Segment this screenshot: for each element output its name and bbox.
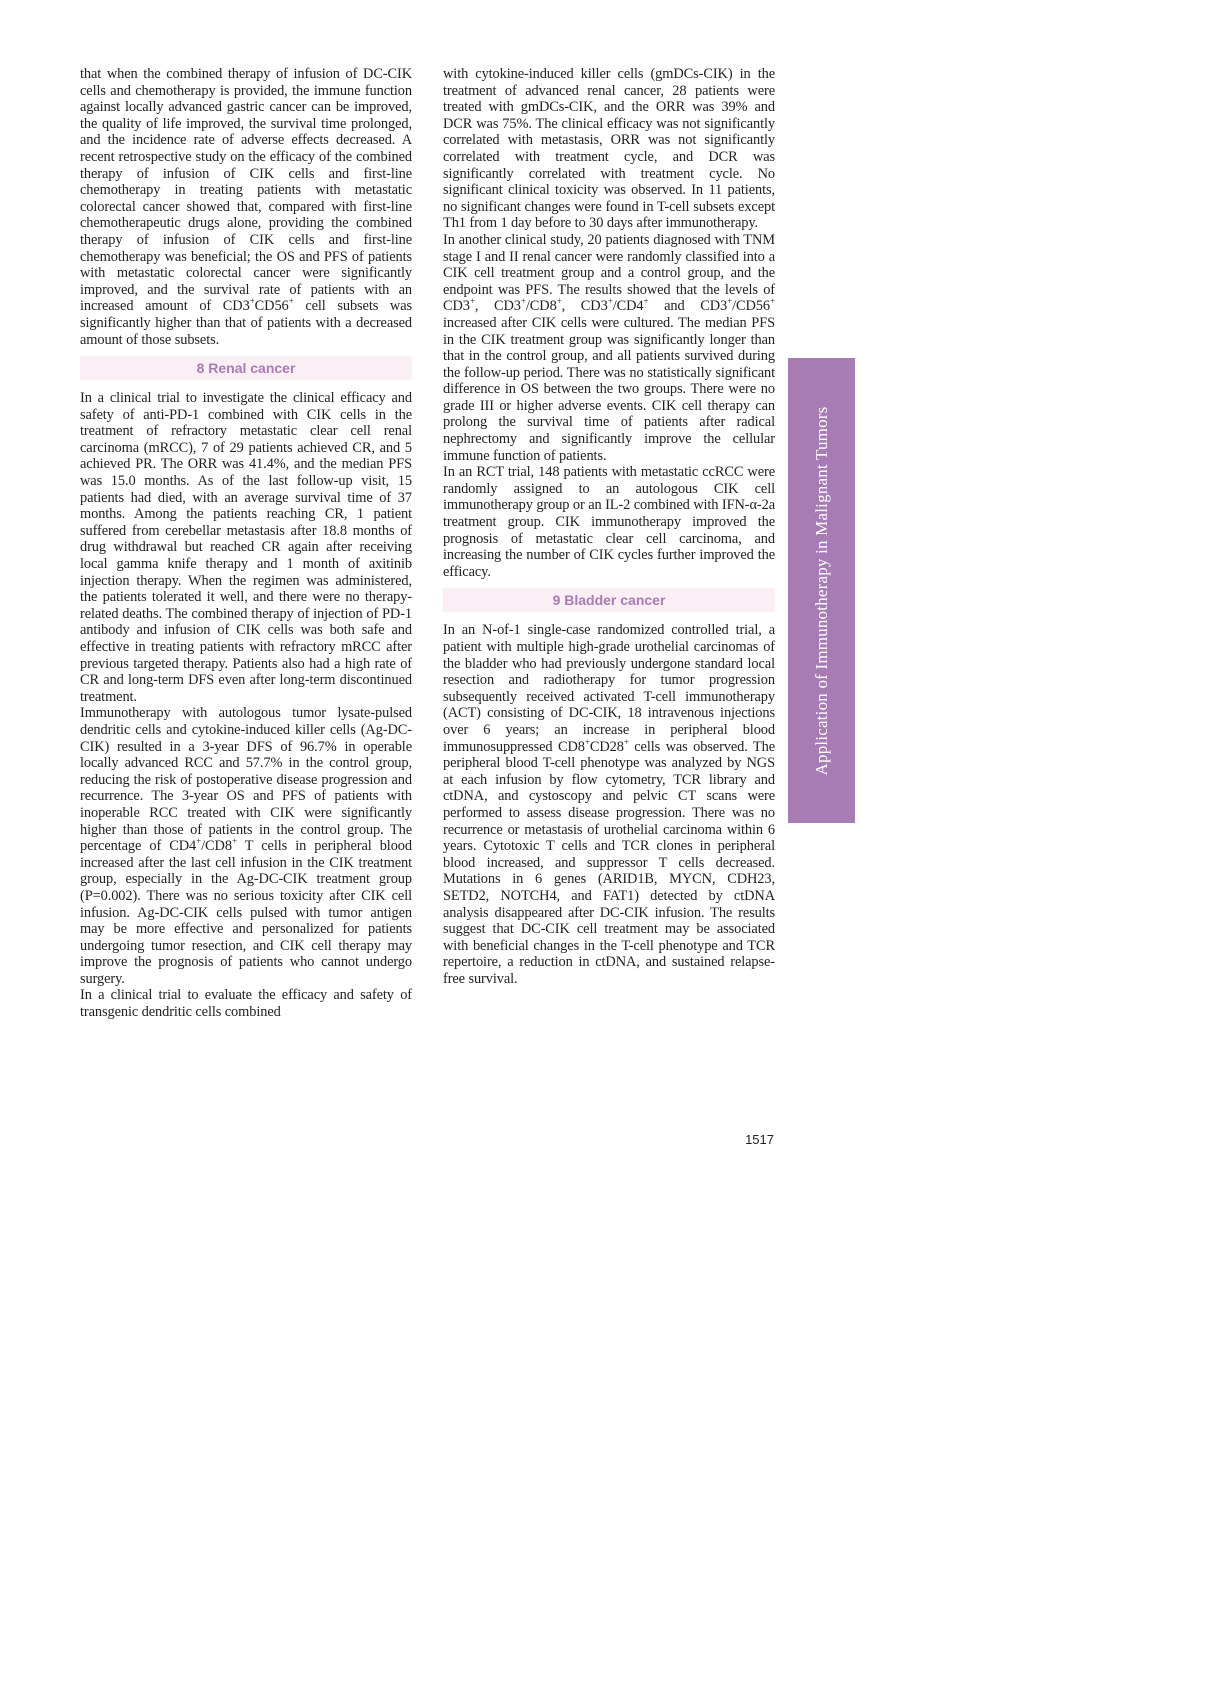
paragraph-tnm-stage-study: In another clinical study, 20 patients diagnosed with TNM stage I and II renal cancer were randomly classified into a CIK cell treatment group and a control group, and the endpoint was PFS. The results showed that the levels of CD3+, CD3+/CD8+, CD3+/CD4+ and CD3+/CD56+ increased after CIK cells were cultured. The median PFS in the CIK treatment group was significantly longer than that in the control group, and all patients survived during the follow-up period. There was no statistically significant difference in OS between the two groups. There were no grade III or higher adverse events. CIK cell therapy can prolong the survival time of patients after radical nephrectomy and significantly improve the cellular immune function of patients. — [443, 231, 775, 464]
paragraph-anti-pd1-cik: In a clinical trial to investigate the clinical efficacy and safety of anti-PD-1 combined with CIK cells in the treatment of refractory metastatic clear cell renal carcinoma (mRCC), 7 of 29 patients achieved CR, and 5 achieved PR. The ORR was 41.4%, and the median PFS was 15.0 months. As of the last follow-up visit, 15 patients had died, with an average survival time of 37 months. Among the patients reaching CR, 1 patient suffered from cerebellar metastasis after 18.8 months of drug withdrawal but reached CR again after receiving local gamma knife therapy and 1 month of axitinib injection therapy. When the regimen was administered, the patients tolerated it well, and there were no therapy-related deaths. The combined therapy of injection of PD-1 antibody and infusion of CIK cells was both safe and effective in treating patients with refractory mRCC after previous targeted therapy. Patients also had a high rate of CR and long-term DFS even after long-term discontinued treatment. — [80, 390, 412, 705]
paragraph-colorectal-cik: that when the combined therapy of infusion of DC-CIK cells and chemotherapy is provided, the immune function against locally advanced gastric cancer can be improved, the quality of life improved, the survival time prolonged, and the incidence rate of adverse effects decreased. A recent retrospective study on the efficacy of the combined therapy of infusion of CIK cells and first-line chemotherapy in treating patients with metastatic colorectal cancer showed that, compared with first-line chemotherapeutic drugs alone, providing the combined therapy of infusion of CIK cells and first-line chemotherapy was beneficial; the OS and PFS of patients with metastatic colorectal cancer were significantly improved, and the survival rate of patients with an increased amount of CD3+CD56+ cell subsets was significantly higher than that of patients with a decreased amount of those subsets. — [80, 66, 412, 348]
side-tab-title: Application of Immunotherapy in Malignant Tumors — [811, 406, 831, 775]
paragraph-transgenic-dc: In a clinical trial to evaluate the efficacy and safety of transgenic dendritic cells combined — [80, 987, 412, 1021]
paragraph-ag-dc-cik: Immunotherapy with autologous tumor lysate-pulsed dendritic cells and cytokine-induced killer cells (Ag-DC-CIK) resulted in a 3-year DFS of 96.7% in operable locally advanced RCC and 57.7% in the control group, reducing the risk of postoperative disease progression and recurrence. The 3-year OS and PFS of patients with inoperable RCC treated with CIK were significantly higher than those of patients in the control group. The percentage of CD4+/CD8+ T cells in peripheral blood increased after the last cell infusion in the CIK treatment group, especially in the Ag-DC-CIK treatment group (P=0.002). There was no serious toxicity after CIK cell infusion. Ag-DC-CIK cells pulsed with tumor antigen may be more effective and personalized for patients undergoing tumor resection, and CIK cell therapy may improve the prognosis of patients who cannot undergo surgery. — [80, 705, 412, 987]
section-heading-renal-cancer: 8 Renal cancer — [80, 356, 412, 380]
paragraph-gmdcs-cik: with cytokine-induced killer cells (gmDCs-CIK) in the treatment of advanced renal cancer, 28 patients were treated with gmDCs-CIK, and the ORR was 39% and DCR was 75%. The clinical efficacy was not significantly correlated with metastasis, ORR was not significantly correlated with treatment cycle, and DCR was significantly correlated with treatment cycle. No significant clinical toxicity was observed. In 11 patients, no significant changes were found in T-cell subsets except Th1 from 1 day before to 30 days after immunotherapy. — [443, 66, 775, 232]
right-column — [443, 66, 775, 987]
left-column — [80, 66, 412, 1021]
side-tab — [788, 358, 855, 823]
page-number: 1517 — [745, 1132, 774, 1147]
paragraph-n-of-1-trial: In an N-of-1 single-case randomized controlled trial, a patient with multiple high-grade urothelial carcinomas of the bladder who had previously undergone standard local resection and radiotherapy for tumor progression subsequently received activated T-cell immunotherapy (ACT) consisting of DC-CIK, 18 intravenous injections over 6 years; an increase in peripheral blood immunosuppressed CD8+CD28+ cells was observed. The peripheral blood T-cell phenotype was analyzed by NGS at each infusion by flow cytometry, TCR library and ctDNA, and cystoscopy and pelvic CT scans were performed to assess disease progression. There was no recurrence or metastasis of urothelial carcinoma within 6 years. Cytotoxic T cells and TCR clones in peripheral blood increased, and suppressor T cells decreased. Mutations in 6 genes (ARID1B, MYCN, CDH23, SETD2, NOTCH4, and FAT1) detected by ctDNA analysis disappeared after DC-CIK infusion. The results suggest that DC-CIK cell treatment may be associated with beneficial changes in the T-cell phenotype and TCR repertoire, a reduction in ctDNA, and sustained relapse-free survival. — [443, 622, 776, 987]
section-heading-bladder-cancer: 9 Bladder cancer — [443, 588, 775, 612]
paragraph-rct-ccrcc: In an RCT trial, 148 patients with metastatic ccRCC were randomly assigned to an autologous CIK cell immunotherapy group or an IL-2 combined with IFN-α-2a treatment group. CIK immunotherapy improved the prognosis of metastatic clear cell carcinoma, and increasing the number of CIK cycles further improved the efficacy. — [443, 464, 775, 580]
